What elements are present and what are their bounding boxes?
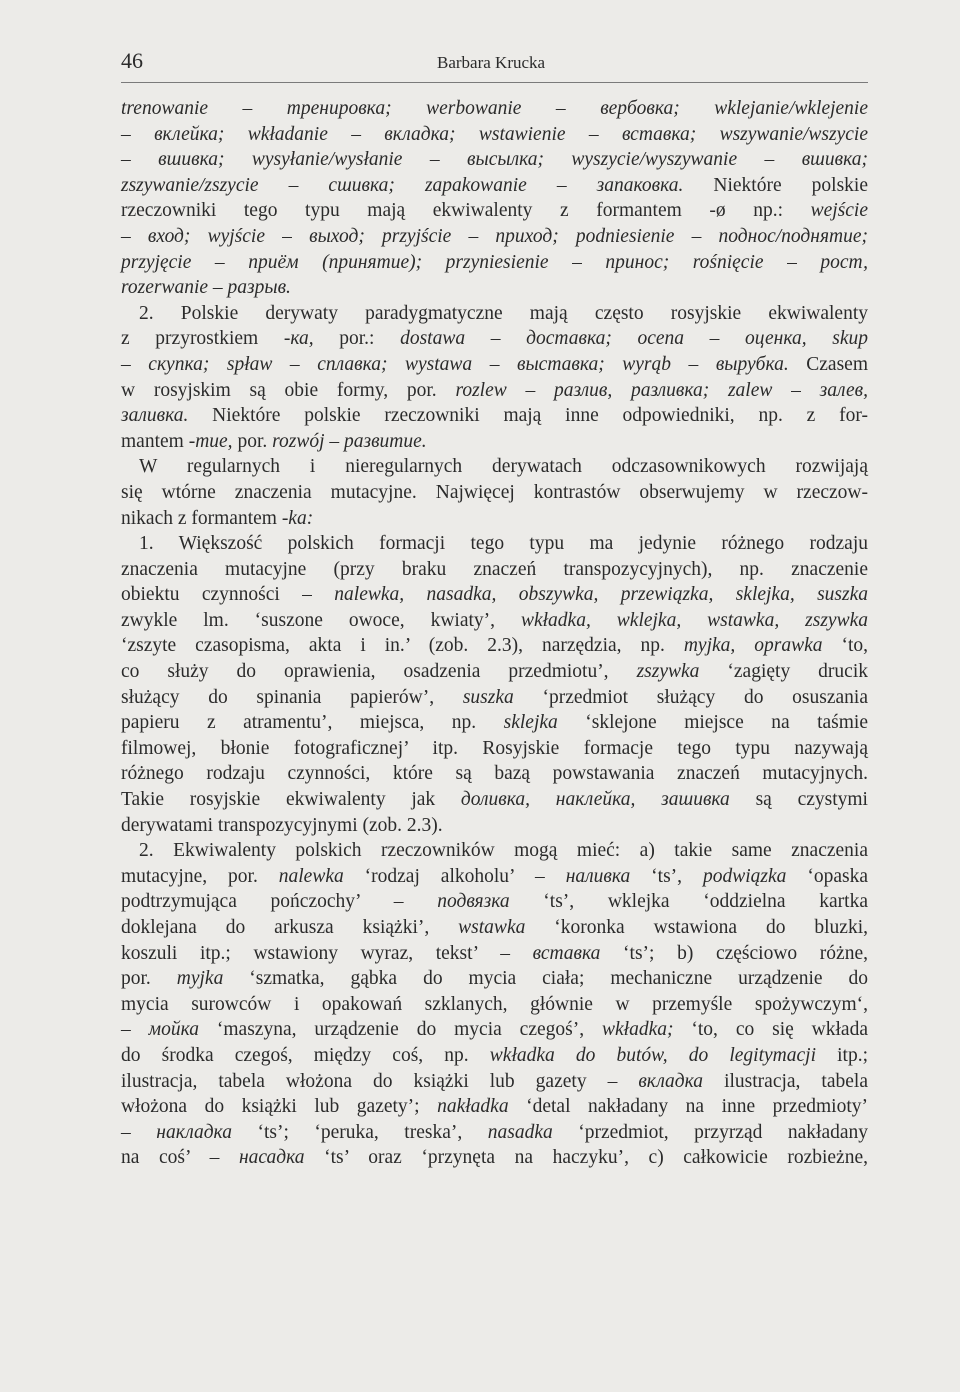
italic-term: wkładka, wklejka, wstawka, zszywka bbox=[520, 609, 868, 631]
running-head: Barbara Krucka bbox=[437, 53, 546, 72]
text-run: obiektu czynności – bbox=[121, 584, 335, 606]
text-run: – bbox=[121, 1121, 157, 1143]
text-line bbox=[121, 1094, 868, 1120]
text-run: ‘to, bbox=[822, 635, 868, 657]
text-run: w rosyjskim są obie formy, por. bbox=[121, 379, 456, 401]
italic-term: -ка, bbox=[283, 328, 314, 350]
text-line bbox=[121, 147, 868, 173]
italic-term: przyjęcie – приём (принятие); przyniesienie – принос; rośnięcie – рост, bbox=[121, 251, 868, 273]
text-run: ‘to, co się wkłada bbox=[673, 1019, 868, 1041]
italic-term: nalewka, nasadka, obszywka, przewiązka, sklejka, suszka bbox=[334, 584, 868, 606]
text-run: ‘ts’; ‘peruka, treska’, bbox=[231, 1121, 488, 1143]
text-line bbox=[121, 941, 868, 967]
italic-term: dostawa – доставка; ocena – оценка, skup bbox=[400, 328, 869, 350]
italic-term: wkładka; bbox=[602, 1019, 674, 1041]
text-run: ‘szmatka, gąbka do mycia ciała; mechaniczne urządzenie do bbox=[223, 968, 868, 990]
text-line bbox=[121, 659, 868, 685]
text-run: ‘ts’, wklejka ‘oddzielna kartka bbox=[509, 891, 868, 913]
text-run: ‘zagięty drucik bbox=[699, 661, 868, 683]
italic-term: доливка, наклейка, зашивка bbox=[460, 789, 730, 811]
italic-term: -ka: bbox=[281, 507, 314, 529]
text-run: podtrzymująca pończochy’ – bbox=[121, 891, 438, 913]
italic-term: trenowanie – тренировка; werbowanie – вербовка; wklejanie/wklejenie bbox=[121, 98, 868, 119]
text-line bbox=[121, 173, 868, 199]
italic-term: – вклейка; wkładanie – вкладка; wstawienie – вставка; wszywanie/wszycie bbox=[121, 123, 868, 145]
text-line bbox=[121, 633, 868, 659]
text-line bbox=[121, 889, 868, 915]
text-line bbox=[121, 915, 868, 941]
text-run: ‘koronka wstawiona do bluzki, bbox=[525, 917, 868, 938]
text-line bbox=[121, 403, 868, 429]
page-header bbox=[121, 46, 868, 83]
text-run: ‘zszyte czasopisma, akta i in.’ (zob. 2.3), narzędzia, np. bbox=[121, 635, 684, 657]
text-line bbox=[121, 531, 868, 557]
text-run: derywatami transpozycyjnymi (zob. 2.3). bbox=[121, 814, 443, 836]
text-run: są czystymi bbox=[729, 789, 868, 811]
text-line bbox=[121, 787, 868, 813]
italic-term: rozwój – развитие. bbox=[272, 430, 427, 452]
italic-term: wejście bbox=[810, 200, 868, 222]
text-run: por. bbox=[232, 430, 273, 452]
italic-term: wkładka do butów, do legitymacji bbox=[489, 1044, 816, 1066]
text-line bbox=[121, 275, 868, 301]
text-line bbox=[121, 736, 868, 762]
text-run: Niektóre polskie bbox=[683, 174, 868, 196]
text-run: zwykle lm. ‘suszone owoce, kwiaty’, bbox=[121, 609, 521, 631]
text-run: rzeczowniki tego typu mają ekwiwalenty z formantem -ø np.: bbox=[121, 200, 811, 222]
text-run: 1. Większość polskich formacji tego typu ma jedynie różnego rodzaju bbox=[139, 533, 868, 555]
text-run: ‘opaska bbox=[786, 865, 868, 887]
text-line bbox=[121, 710, 868, 736]
text-run: z przyrostkiem bbox=[121, 328, 284, 350]
text-line bbox=[121, 198, 868, 224]
text-line bbox=[121, 557, 868, 583]
italic-term: zszywanie/zszycie – сшивка; zapakowanie – запаковка. bbox=[121, 174, 684, 196]
text-run: itp.; bbox=[815, 1044, 868, 1066]
italic-term: wstawka bbox=[458, 917, 526, 938]
text-run: W regularnych i nieregularnych derywatach odczasownikowych rozwijają bbox=[139, 456, 868, 478]
text-run: się wtórne znaczenia mutacyjne. Najwięcej kontrastów obserwujemy w rzeczow- bbox=[121, 481, 868, 503]
text-run: por.: bbox=[313, 328, 401, 350]
text-run: ‘ts’, bbox=[630, 865, 703, 887]
italic-term: rozlew – разлив, разливка; zalew – залев, bbox=[455, 379, 868, 401]
text-run: doklejana do arkusza książki’, bbox=[121, 917, 459, 938]
italic-term: – вход; wyjście – выход; przyjście – приход; podniesienie – поднос/поднятие; bbox=[121, 225, 868, 247]
italic-term: подвязка bbox=[437, 891, 510, 913]
text-line bbox=[121, 838, 868, 864]
text-run: papieru z atramentu’, miejsca, np. bbox=[121, 712, 504, 734]
text-run: nikach z formantem bbox=[121, 507, 282, 529]
text-run: ilustracja, tabela bbox=[703, 1070, 868, 1092]
text-line bbox=[121, 301, 868, 327]
italic-term: sklejka bbox=[503, 712, 558, 734]
text-line bbox=[121, 378, 868, 404]
italic-term: nakładka bbox=[437, 1096, 509, 1118]
text-line bbox=[121, 1017, 868, 1043]
text-run: na coś’ – bbox=[121, 1147, 239, 1169]
text-line bbox=[121, 813, 868, 839]
text-line bbox=[121, 1069, 868, 1095]
text-run: ‘sklejone miejsce na taśmie bbox=[557, 712, 868, 734]
italic-term: rozerwanie – разрыв. bbox=[121, 277, 291, 299]
italic-term: заливка. bbox=[121, 405, 189, 427]
text-run: ‘rodzaj alkoholu’ – bbox=[343, 865, 566, 887]
text-line bbox=[121, 429, 868, 455]
italic-term: suszka bbox=[462, 686, 514, 708]
text-line bbox=[121, 96, 868, 122]
text-run: Czasem bbox=[788, 353, 868, 375]
italic-term: мойка bbox=[148, 1019, 199, 1041]
italic-term: насадка bbox=[238, 1147, 305, 1169]
text-line bbox=[121, 582, 868, 608]
text-run: 2. Polskie derywaty paradygmatyczne mają często rosyjskie ekwiwalenty bbox=[139, 302, 868, 324]
text-line bbox=[121, 864, 868, 890]
text-line bbox=[121, 1120, 868, 1146]
text-run: różnego rodzaju czynności, które są bazą powstawania znaczeń mutacyjnych. bbox=[121, 763, 868, 785]
italic-term: nalewka bbox=[278, 865, 344, 887]
text-run: ‘ts’; b) częściowo różne, bbox=[600, 942, 868, 964]
text-line bbox=[121, 992, 868, 1018]
text-run: Niektóre polskie rzeczowniki mają inne odpowiedniki, np. z for- bbox=[188, 405, 868, 427]
text-run: koszuli itp.; wstawiony wyraz, tekst’ – bbox=[121, 942, 533, 964]
text-line bbox=[121, 250, 868, 276]
body-text bbox=[121, 96, 868, 1171]
italic-term: накладка bbox=[156, 1121, 232, 1143]
text-run: służący do spinania papierów’, bbox=[121, 686, 463, 708]
text-run: co służy do oprawienia, osadzenia przedmiotu’, bbox=[121, 661, 637, 683]
text-line bbox=[121, 480, 868, 506]
text-line bbox=[121, 608, 868, 634]
text-run: ilustracja, tabela włożona do książki lub gazety – bbox=[121, 1070, 639, 1092]
text-line bbox=[121, 1043, 868, 1069]
text-line bbox=[121, 326, 868, 352]
text-line bbox=[121, 966, 868, 992]
text-run: znaczenia mutacyjne (przy braku znaczeń transpozycyjnych), np. znaczenie bbox=[121, 558, 868, 580]
italic-term: myjka, oprawka bbox=[683, 635, 823, 657]
text-run: do środka czegoś, między coś, np. bbox=[121, 1044, 490, 1066]
text-run: mutacyjne, por. bbox=[121, 865, 279, 887]
text-run: mantem bbox=[121, 430, 189, 452]
text-run: filmowej, błonie fotograficznej’ itp. Rosyjskie formacje tego typu nazywają bbox=[121, 737, 868, 759]
text-run: Takie rosyjskie ekwiwalenty jak bbox=[121, 789, 461, 811]
text-run: 2. Ekwiwalenty polskich rzeczowników mogą mieć: a) takie same znaczenia bbox=[139, 840, 868, 862]
text-run: ‘detal nakładany na inne przedmioty’ bbox=[508, 1096, 868, 1118]
text-line bbox=[121, 352, 868, 378]
text-run: ‘ts’ oraz ‘przynęta na haczyku’, c) całkowicie rozbieżne, bbox=[304, 1147, 868, 1169]
text-line bbox=[121, 122, 868, 148]
text-line bbox=[121, 506, 868, 532]
text-line bbox=[121, 685, 868, 711]
text-run: ‘przedmiot służący do osuszania bbox=[513, 686, 868, 708]
text-line bbox=[121, 1145, 868, 1171]
text-run: włożona do książki lub gazety’; bbox=[121, 1096, 438, 1118]
text-run: ‘przedmiot, przyrząd nakładany bbox=[552, 1121, 869, 1143]
italic-term: myjka bbox=[176, 968, 224, 990]
italic-term: zszywka bbox=[636, 661, 700, 683]
text-line bbox=[121, 224, 868, 250]
italic-term: -тие, bbox=[188, 430, 233, 452]
page-number: 46 bbox=[121, 48, 143, 73]
italic-term: вставка bbox=[532, 942, 601, 964]
italic-term: podwiązka bbox=[702, 865, 787, 887]
text-run: mycia surowców i opakowań szklanych, głównie w przemyśle spożywczym‘, bbox=[121, 993, 868, 1015]
italic-term: – скупка; spław – сплавка; wystawa – выставка; wyrąb – вырубка. bbox=[121, 353, 789, 375]
italic-term: вкладка bbox=[638, 1070, 704, 1092]
italic-term: наливка bbox=[565, 865, 631, 887]
italic-term: – вшивка; wysyłanie/wysłanie – высылка; wyszycie/wyszywanie – вшивка; bbox=[121, 149, 868, 171]
text-line bbox=[121, 761, 868, 787]
text-run: ‘maszyna, urządzenie do mycia czegoś’, bbox=[199, 1019, 602, 1041]
italic-term: nasadka bbox=[487, 1121, 553, 1143]
text-run: por. bbox=[121, 968, 177, 990]
text-line bbox=[121, 454, 868, 480]
text-run: – bbox=[121, 1019, 149, 1041]
